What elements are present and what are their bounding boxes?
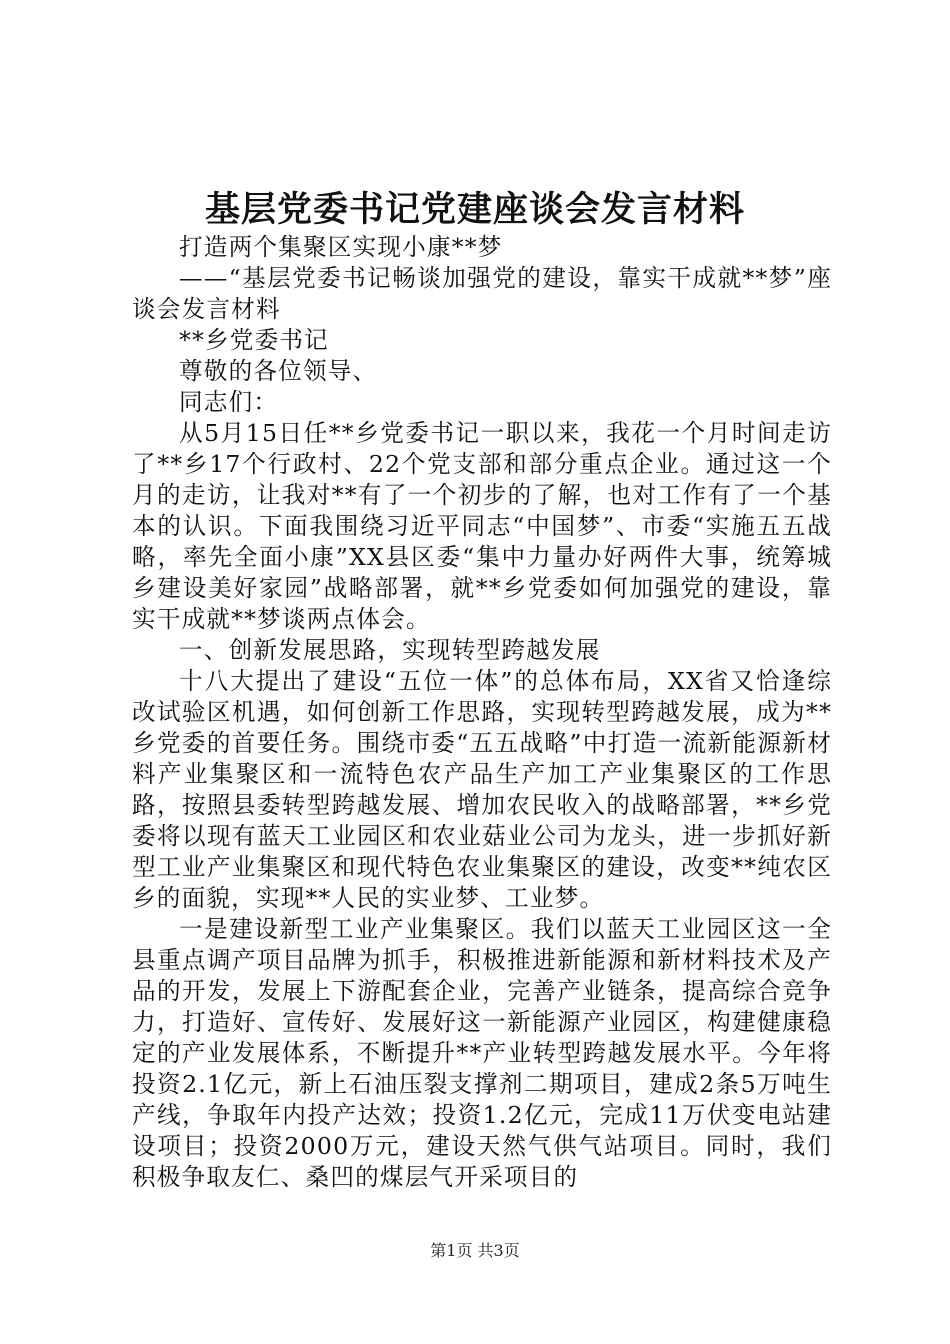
page-footer: 第1页 共3页 [430,1241,520,1260]
author-line: **乡党委书记 [179,326,329,354]
paragraph-industrial-zone: 一是建设新型工业产业集聚区。我们以蓝天工业园区这一全县重点调产项目品牌为抓手，积极推进新能源和新材料技术及产品的开发，发展上下游配套企业，完善产业链条，提高综合竞争力，打造好、宣传好、发展好这一新能源产业园区，构建健康稳定的产业发展体系，不断提升**产业转型跨越发展水平。今年将投资2.1亿元，新上石油压裂支撑剂二期项目，建成2条5万吨生产线，争取年内投产达效；投资1.2亿元，完成11万伏变电站建设项目；投资2000万元，建设天然气供气站项目。同时，我们积极争取友仁、桑凹的煤层气开采项目的 [132,915,832,1191]
salutation-line-1: 尊敬的各位领导、 [179,357,378,385]
document-body [132,232,832,1193]
subtitle: 打造两个集聚区实现小康**梦 [179,233,503,261]
paragraph-section-1: 十八大提出了建设“五位一体”的总体布局，XX省又恰逢综改试验区机遇，如何创新工作思路，实现转型跨越发展，成为**乡党委的首要任务。围绕市委“五五战略”中打造一流新能源新材料产业集聚区和一流特色农产品生产加工产业集聚区的工作思路，按照县委转型跨越发展、增加农民收入的战略部署，**乡党委将以现有蓝天工业园区和农业菇业公司为龙头，进一步抓好新型工业产业集聚区和现代特色农业集聚区的建设，改变**纯农区乡的面貌，实现**人民的实业梦、工业梦。 [132,667,832,912]
salutation-line-2: 同志们： [179,388,279,416]
document-title: 基层党委书记党建座谈会发言材料 [204,189,745,230]
sub-subtitle: ——“基层党委书记畅谈加强党的建设，靠实干成就**梦”座谈会发言材料 [132,264,832,323]
section-heading-1: 一、创新发展思路，实现转型跨越发展 [179,636,601,664]
paragraph-intro: 从5月15日任**乡党委书记一职以来，我花一个月时间走访了**乡17个行政村、22个党支部和部分重点企业。通过这一个月的走访，让我对**有了一个初步的了解，也对工作有了一个基本的认识。下面我围绕习近平同志“中国梦”、市委“实施五五战略，率先全面小康”XX县区委“集中力量办好两件大事，统筹城乡建设美好家园”战略部署，就**乡党委如何加强党的建设，靠实干成就**梦谈两点体会。 [132,419,832,633]
